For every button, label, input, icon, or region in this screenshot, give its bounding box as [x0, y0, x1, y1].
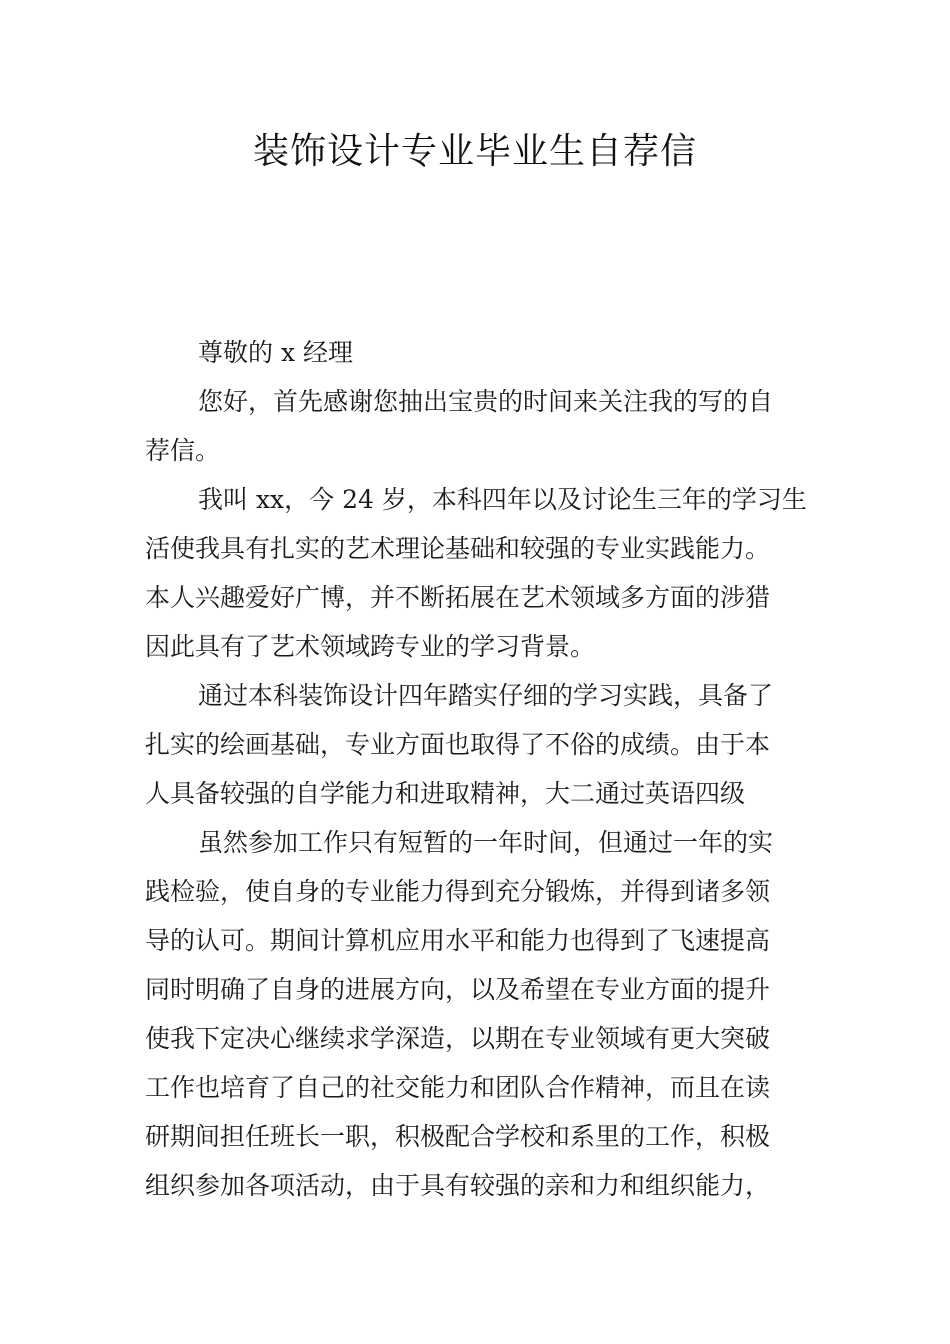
paragraph-line: 因此具有了艺术领域跨专业的学习背景。: [145, 632, 596, 661]
paragraph-line: 您好，首先感谢您抽出宝贵的时间来关注我的写的自: [198, 387, 774, 416]
paragraph-line: 本人兴趣爱好广博，并不断拓展在艺术领域多方面的涉猎: [145, 583, 771, 612]
paragraph-line: 践检验，使自身的专业能力得到充分锻炼，并得到诸多领: [145, 877, 771, 906]
paragraph-line: 荐信。: [145, 436, 221, 465]
paragraph-line: 工作也培育了自己的社交能力和团队合作精神，而且在读: [145, 1073, 771, 1102]
paragraph-line: 组织参加各项活动，由于具有较强的亲和力和组织能力，: [145, 1171, 771, 1200]
letter-body: [145, 328, 810, 1210]
paragraph-line: 扎实的绘画基础，专业方面也取得了不俗的成绩。由于本: [145, 730, 771, 759]
paragraph-line: 活使我具有扎实的艺术理论基础和较强的专业实践能力。: [145, 534, 771, 563]
paragraph-line: 人具备较强的自学能力和进取精神，大二通过英语四级: [145, 779, 746, 808]
paragraph-line: 虽然参加工作只有短暂的一年时间，但通过一年的实: [198, 828, 774, 857]
paragraph-line: 通过本科装饰设计四年踏实仔细的学习实践，具备了: [198, 681, 774, 710]
page-title: 装饰设计专业毕业生自荐信: [252, 131, 697, 172]
paragraph-line: 我叫 xx，今 24 岁，本科四年以及讨论生三年的学习生: [198, 485, 807, 514]
paragraph-line: 同时明确了自身的进展方向，以及希望在专业方面的提升: [145, 975, 771, 1004]
paragraph-line: 导的认可。期间计算机应用水平和能力也得到了飞速提高: [145, 926, 771, 955]
paragraph-line: 使我下定决心继续求学深造，以期在专业领域有更大突破: [145, 1024, 771, 1053]
paragraph-line: 研期间担任班长一职，积极配合学校和系里的工作，积极: [145, 1122, 771, 1151]
salutation-line: 尊敬的 x 经理: [198, 338, 353, 367]
